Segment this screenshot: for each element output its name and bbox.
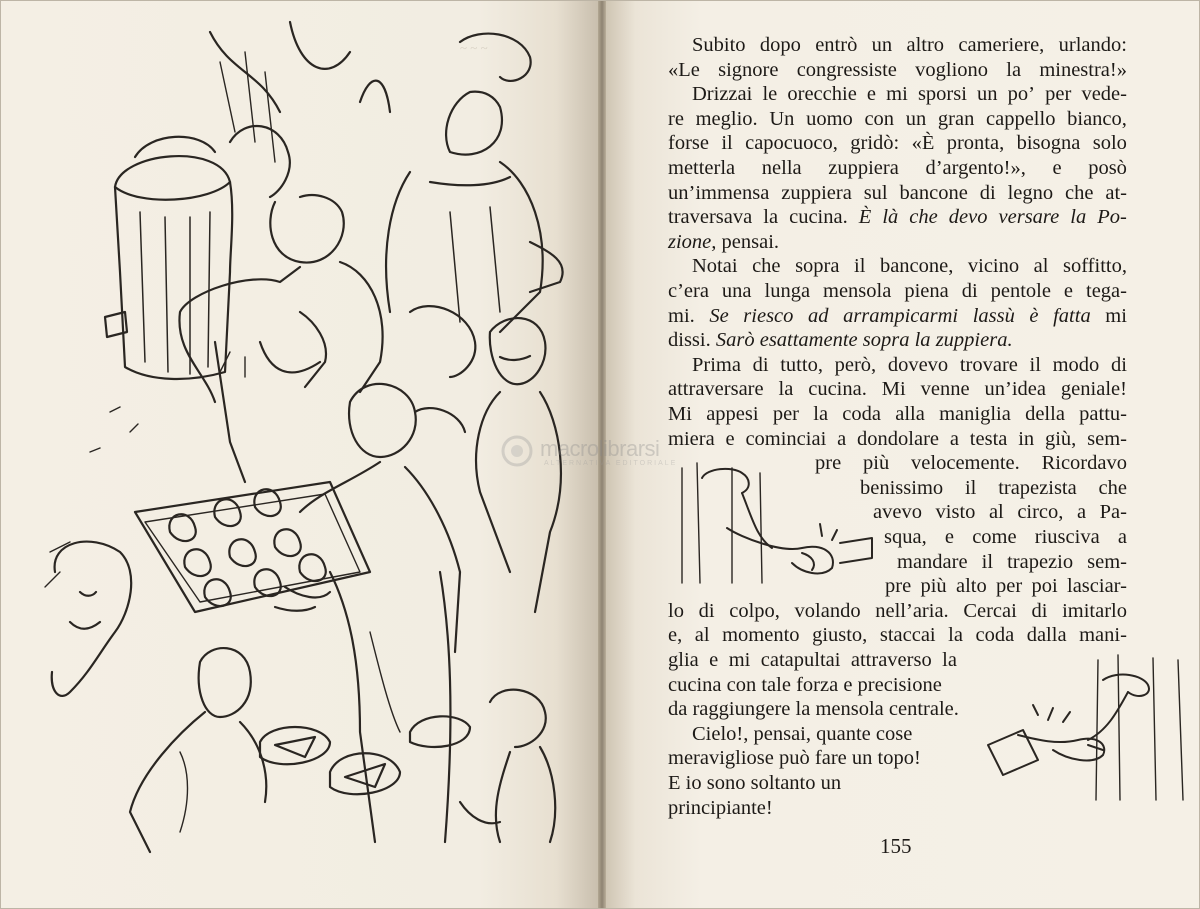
- text-line: miera e cominciai a dondolare a testa in giù, sem-: [668, 427, 1127, 450]
- text-line: cucina con tale forza e precisione: [668, 673, 942, 696]
- text-line: benissimo il trapezista che: [860, 476, 1127, 499]
- text-line: «Le signore congressiste vogliono la minestra!»: [668, 58, 1127, 81]
- text-line: Notai che sopra il bancone, vicino al soffitto,: [692, 255, 1127, 278]
- bleed-through-text: ~ ~ ~: [460, 40, 488, 55]
- text-line: glia e mi catapultai attraverso la: [668, 649, 957, 671]
- text-line: dissi. Sarò esattamente sopra la zuppiera.: [668, 329, 1013, 352]
- text-line: da raggiungere la mensola centrale.: [668, 698, 959, 721]
- text-line: mandare il trapezio sem-: [897, 550, 1127, 573]
- text-line: pre più velocemente. Ricordavo: [815, 452, 1127, 475]
- text-line: principiante!: [668, 796, 773, 819]
- watermark-name: macrolibrarsi: [540, 436, 660, 461]
- page-number: 155: [880, 834, 912, 858]
- text-line: mi. Se riesco ad arrampicarmi lassù è fatta mi: [668, 304, 1127, 327]
- text-line: avevo visto al circo, a Pa-: [873, 501, 1127, 524]
- text-line: E io sono soltanto un: [668, 772, 842, 794]
- text-line: traversava la cucina. È là che devo versare la Po-: [668, 206, 1127, 229]
- watermark-tagline: ALTERNATIVA EDITORIALE: [544, 460, 678, 467]
- kitchen-scene-illustration: [30, 12, 570, 860]
- text-line: e, al momento giusto, staccai la coda dalla mani-: [668, 624, 1127, 647]
- text-line: meravigliose può fare un topo!: [668, 747, 921, 770]
- text-line: re meglio. Un uomo con un gran cappello bianco,: [668, 107, 1127, 130]
- text-line: forse il capocuoco, gridò: «È pronta, bisogna solo: [668, 132, 1127, 155]
- text-line: un’immensa zuppiera sul bancone di legno che at-: [668, 181, 1127, 204]
- mouse-flying-illustration: [978, 650, 1196, 810]
- text-line: pre più alto per poi lasciar-: [885, 575, 1127, 598]
- book-gutter: [598, 0, 606, 909]
- text-line: zione, pensai.: [668, 230, 780, 253]
- text-line: Mi appesi per la coda alla maniglia della pattu-: [668, 403, 1127, 425]
- text-line: Drizzai le orecchie e mi sporsi un po’ per vede-: [692, 83, 1127, 106]
- text-line: lo di colpo, volando nell’aria. Cercai di imitarlo: [668, 599, 1127, 622]
- text-line: attraversare la cucina. Mi venne un’idea geniale!: [668, 378, 1127, 401]
- text-line: metterla nella zuppiera d’argento!», e posò: [668, 157, 1127, 179]
- text-line: Prima di tutto, però, dovevo trovare il modo di: [692, 353, 1127, 376]
- text-line: squa, e come riusciva a: [884, 526, 1127, 548]
- text-line: Cielo!, pensai, quante cose: [692, 722, 913, 745]
- mouse-hanging-illustration: [672, 458, 877, 588]
- left-page: [0, 0, 598, 909]
- text-line: Subito dopo entrò un altro cameriere, urlando:: [692, 34, 1127, 56]
- text-line: c’era una lunga mensola piena di pentole e tega-: [668, 280, 1127, 302]
